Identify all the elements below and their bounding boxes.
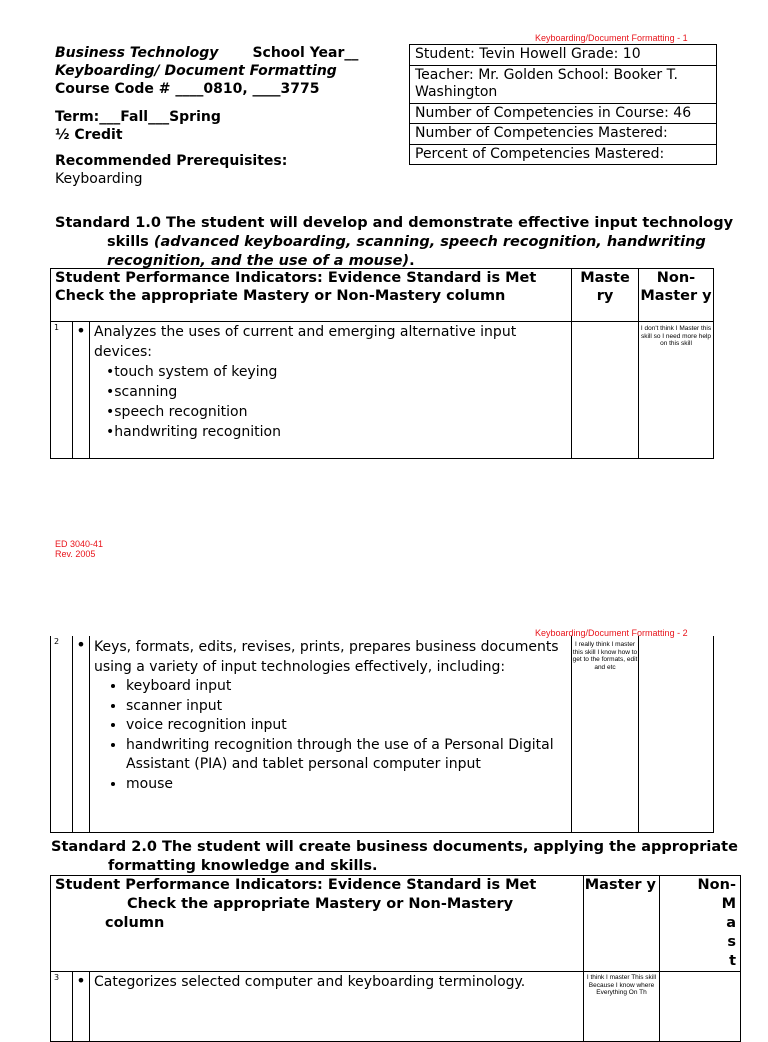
mastery-cell[interactable] — [572, 322, 639, 459]
mastery-cell[interactable] — [572, 636, 639, 832]
standard-1-table — [50, 268, 714, 459]
table-row — [51, 636, 714, 832]
mastery-header: Master y — [584, 876, 660, 972]
list-item: • scanner input — [126, 697, 567, 717]
standard-2-table — [50, 875, 741, 1042]
page-footer-label-2: Keyboarding/Document Formatting - 2 — [535, 628, 688, 638]
non-mastery-header: Non- M a s t — [660, 876, 741, 972]
indicator-list — [94, 677, 567, 794]
row-number: 1 — [51, 322, 73, 459]
indicator-list — [94, 362, 567, 442]
list-item: •scanning — [106, 384, 178, 400]
indicator-text: Analyzes the uses of current and emerging alternative input devices: •touch system of keying •scanning •speech recognition •handwriting recognition — [90, 322, 572, 459]
non-mastery-cell[interactable] — [660, 972, 741, 1042]
indicators-header: Student Performance Indicators: Evidence Standard is Met Check the appropriate Mastery or Non-Mastery column — [51, 269, 572, 322]
course-header — [55, 44, 405, 188]
indicator-text: Categorizes selected computer and keyboarding terminology. — [90, 972, 584, 1042]
course-code: Course Code # ____0810, ____3775 — [55, 81, 320, 97]
standard-1-table-continued — [50, 636, 714, 833]
non-mastery-cell[interactable] — [639, 636, 714, 832]
list-item: •speech recognition — [106, 404, 248, 420]
course-subtitle: Keyboarding/ Document Formatting — [55, 63, 337, 79]
table-row — [51, 322, 714, 459]
mastery-header: Maste ry — [572, 269, 639, 322]
standard-1-heading: Standard 1.0 The student will develop and demonstrate effective input technology skills (advanced keyboarding, scanning, speech recognition, handwriting recognition, and the use of a mouse). — [55, 215, 734, 269]
indicator-text: Keys, formats, edits, revises, prints, prepares business documents using a variety of input technologies effectively, including: • keyboard input • scanner input • voice recognition input • handwriting recognition through the use of a Personal Digital Assistant (PIA) and tablet personal computer input • mouse — [90, 636, 572, 832]
list-item: • handwriting recognition through the use of a Personal Digital Assistant (PIA) and tablet personal computer input — [126, 736, 567, 775]
prereq-value: Keyboarding — [55, 171, 143, 187]
percent-mastered-box: Percent of Competencies Mastered: — [415, 145, 665, 162]
non-mastery-cell[interactable] — [639, 322, 714, 459]
list-item: • keyboard input — [126, 677, 567, 697]
handwritten-note: I think I master This skill Because I know where Everything On Th — [586, 974, 657, 996]
mastery-cell[interactable] — [584, 972, 660, 1042]
teacher-school-box: Teacher: Mr. Golden School: Booker T. Washington — [410, 66, 716, 104]
prereq-label: Recommended Prerequisites: — [55, 153, 288, 169]
school-year: School Year__ — [252, 45, 359, 61]
handwritten-note: I really think I master this skill I know how to get to the formats, edit and etc — [572, 641, 638, 671]
form-footnote: ED 3040-41 Rev. 2005 — [55, 539, 104, 559]
term: Term:___Fall___Spring — [55, 109, 221, 125]
row-number: 2 — [51, 636, 73, 832]
standard-2-heading: Standard 2.0 The student will create business documents, applying the appropriate formatting knowledge and skills. — [51, 839, 738, 874]
row-bullet: • — [73, 322, 90, 459]
row-bullet: • — [73, 636, 90, 832]
table-row — [51, 972, 741, 1042]
list-item: • voice recognition input — [126, 716, 567, 736]
row-number: 3 — [51, 972, 73, 1042]
student-info-boxes — [409, 44, 717, 165]
list-item: •touch system of keying — [106, 364, 278, 380]
credit: ½ Credit — [55, 127, 123, 143]
list-item: • mouse — [126, 775, 567, 795]
competencies-mastered-box: Number of Competencies Mastered: — [410, 124, 716, 145]
page-footer-label-1: Keyboarding/Document Formatting - 1 — [535, 33, 688, 43]
non-mastery-header: Non-Master y — [639, 269, 714, 322]
list-item: •handwriting recognition — [106, 424, 281, 440]
handwritten-note: I don't think I Master this skill so I need more help on this skill — [640, 325, 712, 347]
student-grade-box: Student: Tevin Howell Grade: 10 — [410, 45, 716, 66]
competencies-course-box: Number of Competencies in Course: 46 — [410, 104, 716, 125]
row-bullet: • — [73, 972, 90, 1042]
indicators-header: Student Performance Indicators: Evidence Standard is Met Check the appropriate Mastery or Non-Mastery column — [51, 876, 584, 972]
course-title: Business Technology — [55, 45, 219, 61]
